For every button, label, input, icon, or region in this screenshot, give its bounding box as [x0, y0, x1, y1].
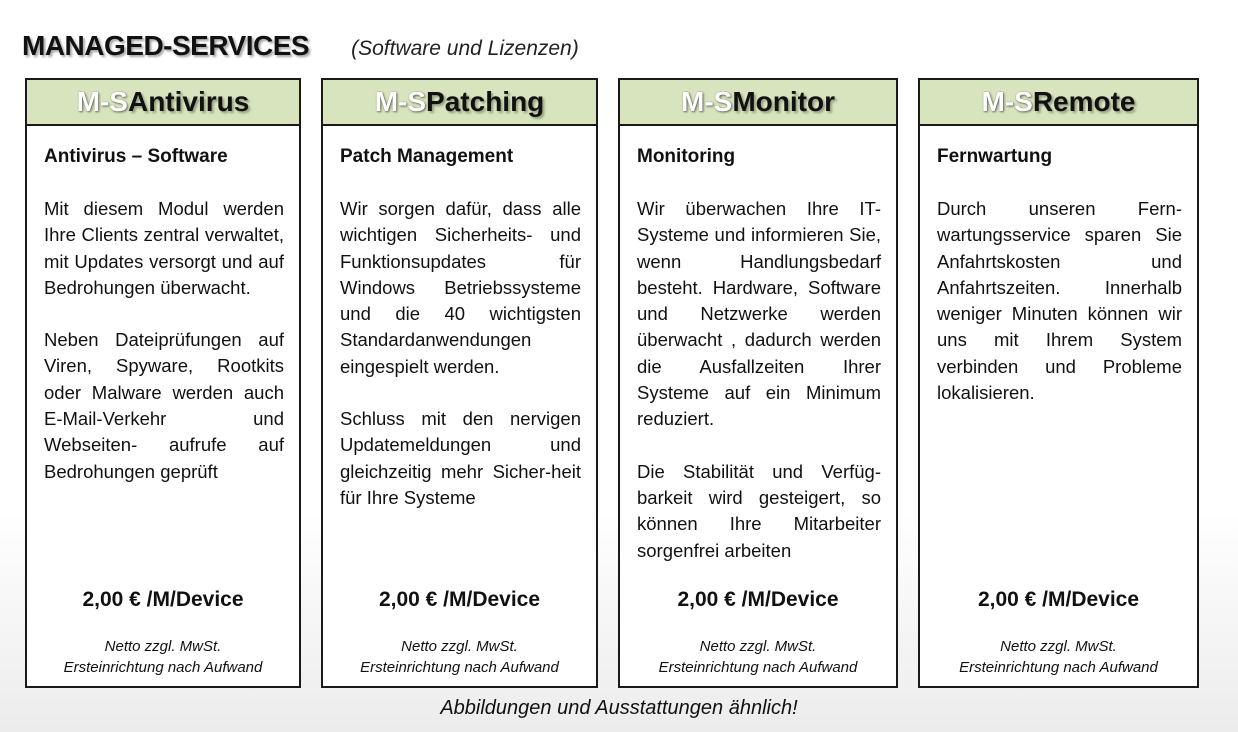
card-paragraph: Neben Dateiprüfungen auf Viren, Spyware, Rootkits oder Malware werden auch E-Mail-Verkehr und Webseiten- aufrufe auf Bedrohungen geprüft — [44, 329, 284, 482]
footer-disclaimer: Abbildungen und Ausstattungen ähnlich! — [440, 697, 798, 719]
card-prefix: M-S — [681, 86, 733, 117]
note-vat: Netto zzgl. MwSt. — [401, 638, 518, 655]
card-body — [27, 126, 299, 485]
page-title: MANAGED-SERVICES — [22, 30, 310, 61]
card-note — [920, 636, 1197, 678]
card-header — [323, 80, 596, 126]
note-setup: Ersteinrichtung nach Aufwand — [959, 659, 1158, 676]
card-subtitle: Monitoring — [637, 146, 736, 167]
card-paragraph: Wir überwachen Ihre IT-Systeme und informieren Sie, wenn Handlungsbedarf besteht. Hardware, Software und Netzwerke werden überwacht , dadurch werden die Ausfallzeiten Ihrer Systeme auf ein Minimum reduziert. — [637, 198, 881, 430]
card-paragraph: Durch unseren Fern-wartungsservice sparen Sie Anfahrtskosten und Anfahrtszeiten. Innerhalb weniger Minuten können wir uns mit Ihrem System verbinden und Probleme lokalisieren. — [937, 198, 1182, 404]
card-note — [323, 636, 596, 678]
card-title: Patching — [426, 86, 545, 117]
card-title: Remote — [1032, 86, 1136, 117]
card-price: 2,00 € /M/Device — [977, 588, 1140, 611]
card-subtitle: Patch Management — [340, 146, 514, 167]
card-paragraph: Die Stabilität und Verfüg-barkeit wird gesteigert, so können Ihre Mitarbeiter sorgenfrei arbeiten — [637, 460, 881, 561]
card-header — [620, 80, 896, 126]
card-subtitle: Fernwartung — [937, 146, 1053, 167]
card-body — [620, 126, 896, 564]
card-paragraph: Wir sorgen dafür, dass alle wichtigen Sicherheits- und Funktionsupdates für Windows Betriebssysteme und die 40 wichtigsten Standardanwendungen eingespielt werden. — [340, 198, 581, 377]
page-subtitle: (Software und Lizenzen) — [351, 37, 579, 60]
card-subtitle: Antivirus – Software — [44, 146, 228, 167]
card-header — [27, 80, 299, 126]
card-title: Monitor — [732, 86, 835, 117]
service-card-antivirus — [25, 78, 301, 688]
service-card-monitor — [618, 78, 898, 688]
note-setup: Ersteinrichtung nach Aufwand — [63, 659, 263, 676]
card-prefix: M-S — [981, 86, 1033, 117]
service-card-patching — [321, 78, 598, 688]
card-paragraph: Schluss mit den nervigen Updatemeldungen und gleichzeitig mehr Sicher-heit für Ihre Systeme — [340, 408, 581, 508]
card-prefix: M-S — [76, 86, 128, 117]
note-setup: Ersteinrichtung nach Aufwand — [360, 659, 559, 676]
note-vat: Netto zzgl. MwSt. — [1000, 638, 1117, 655]
note-setup: Ersteinrichtung nach Aufwand — [658, 659, 858, 676]
card-paragraph: Mit diesem Modul werden Ihre Clients zentral verwaltet, mit Updates versorgt und auf Bedrohungen überwacht. — [44, 198, 284, 298]
card-note — [27, 636, 299, 678]
card-price: 2,00 € /M/Device — [677, 588, 839, 611]
card-prefix: M-S — [374, 86, 427, 117]
card-body — [920, 126, 1197, 406]
note-vat: Netto zzgl. MwSt. — [104, 638, 222, 655]
card-header — [920, 80, 1197, 126]
page-header — [22, 30, 579, 70]
card-price: 2,00 € /M/Device — [378, 588, 541, 611]
card-title: Antivirus — [127, 86, 250, 117]
service-card-remote — [918, 78, 1199, 688]
card-note — [620, 636, 896, 678]
card-body — [323, 126, 596, 511]
note-vat: Netto zzgl. MwSt. — [699, 638, 817, 655]
card-price: 2,00 € /M/Device — [82, 588, 244, 611]
